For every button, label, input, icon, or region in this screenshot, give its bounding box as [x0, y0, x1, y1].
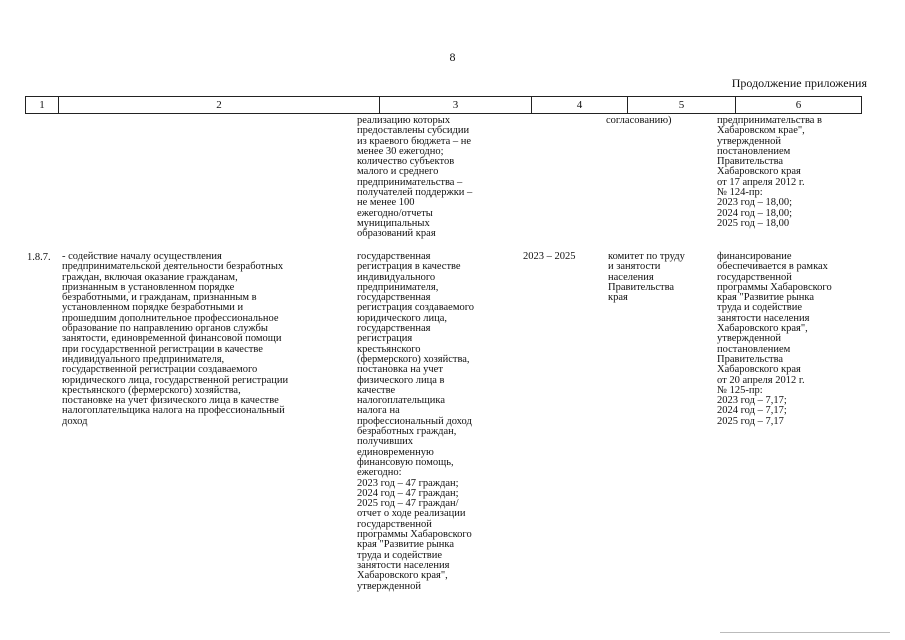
header-col-4: 4: [532, 97, 628, 113]
header-col-5: 5: [628, 97, 736, 113]
row-number: 1.8.7.: [27, 252, 51, 263]
prev-row-result-cell: реализацию которых предоставлены субсидии из краевого бюджета – не менее 30 ежегодно; количество субъектов малого и среднего предпринимательства – получателей поддержки – не менее 100 ежегодно/отчеты муниципальных образований края: [357, 115, 473, 240]
header-col-2: 2: [59, 97, 380, 113]
page-number: 8: [449, 50, 456, 64]
prev-row-financing-cell: предпринимательства в Хабаровском крае", утвержденной постановлением Правительства Хабаровского края от 17 апреля 2012 г. № 124-пр: 2023 год – 18,00; 2024 год – 18,00; 2025 год – 18,00: [717, 115, 823, 229]
row-financing-cell: финансирование обеспечивается в рамках государственной программы Хабаровского края "Развитие рынка труда и содействие занятости населения Хабаровского края", утвержденной постановлением Правительства Хабаровского края от 20 апреля 2012 г. № 125-пр: 2023 год – 7,17; 2024 год – 7,17; 2025 год – 7,17: [717, 251, 832, 427]
header-col-3: 3: [380, 97, 532, 113]
continuation-label: Продолжение приложения: [731, 76, 867, 90]
header-col-1: 1: [26, 97, 59, 113]
scan-artifact-line: [720, 632, 890, 633]
row-description-cell: - содействие началу осуществления предпринимательской деятельности безработных граждан, включая оказание гражданам, признанным в установленном порядке безработными, и гражданам, признанным в установленном порядке безработными и прошедшим дополнительное профессиональное образование по направлению органов службы занятости, единовременной финансовой помощи при государственной регистрации в качестве индивидуального предпринимателя, государственной регистрации создаваемого юридического лица, государственной регистрации крестьянского (фермерского) хозяйства, постановке на учет физического лица в качестве налогоплательщика налога на профессиональный доход: [62, 251, 289, 427]
row-executor-cell: комитет по труду и занятости населения Правительства края: [608, 251, 685, 304]
header-col-6: 6: [795, 99, 802, 111]
row-period-cell: 2023 – 2025: [523, 251, 576, 262]
prev-row-executor-cell: согласованию): [606, 115, 672, 126]
row-result-cell: государственная регистрация в качестве индивидуального предпринимателя, государственная регистрация создаваемого юридического лица, государственная регистрация крестьянского (фермерского) хозяйства, постановка на учет физического лица в качестве налогоплательщика налога на профессиональный доход безработных граждан, получивших единовременную финансовую помощь, ежегодно: 2023 год – 47 граждан; 2024 год – 47 граждан; 2025 год – 47 граждан/ отчет о ходе реализации государственной программы Хабаровского края "Развитие рынка труда и содействие занятости населения Хабаровского края", утвержденной: [357, 251, 475, 592]
table-header-row: [25, 96, 862, 114]
